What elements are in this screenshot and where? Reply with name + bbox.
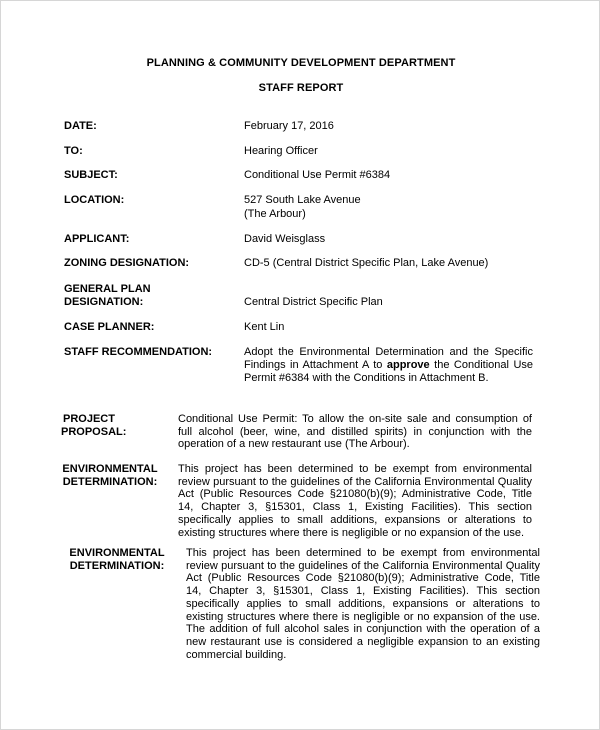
environmental-determination-text: This project has been determined to be exempt from environmental review pursuant to the guidelines of the California Environmental Quality Act (Public Resources Code §21080(b)(9); Administrative Code, Title 14, Chapter 3, §15301, Class 1, Existing Facilities). This section specifically applies to small additions, expansions or alterations to existing structures where there is negligible or no expansion of the use. <box>178 463 532 539</box>
project-proposal-text: Conditional Use Permit: To allow the on-site sale and consumption of full alcohol (beer, wine, and distilled spirits) in conjunction with the operation of a new restaurant use (The Arbour). <box>178 413 532 451</box>
recommendation-text: Adopt the Environmental Determination and the Specific Findings in Attachment A to approve the Conditional Use Permit #6384 with the Conditions in Attachment B. <box>244 346 534 384</box>
location-label: LOCATION: <box>64 194 125 206</box>
location-value-line-1: 527 South Lake Avenue <box>244 194 361 206</box>
environmental-determination-label-revised: ENVIRONMENTAL DETERMINATION: <box>69 547 165 572</box>
general-plan-label-line-1: GENERAL PLAN <box>64 283 151 295</box>
department-heading: PLANNING & COMMUNITY DEVELOPMENT DEPARTMENT <box>146 57 456 69</box>
zoning-value: CD-5 (Central District Specific Plan, Lake Avenue) <box>244 257 489 269</box>
environmental-determination-text-revised: This project has been determined to be exempt from environmental review pursuant to the guidelines of the California Environmental Quality Act (Public Resources Code §21080(b)(9); Administrative Code, Title 14, Chapter 3, §15301, Class 1, Existing Facilities). This section specifically applies to small additions, expansions or alterations to existing structures where there is negligible or no expansion of the use. The addition of full alcohol sales in conjunction with the operation of a new restaurant use is considered a negligible expansion to an existing commercial building. <box>186 547 540 661</box>
subject-value: Conditional Use Permit #6384 <box>244 169 391 181</box>
report-title: STAFF REPORT <box>258 82 344 94</box>
applicant-label: APPLICANT: <box>64 233 130 245</box>
case-planner-value: Kent Lin <box>244 321 285 333</box>
location-value-line-2: (The Arbour) <box>244 208 306 220</box>
to-label: TO: <box>64 145 83 157</box>
general-plan-label-line-2: DESIGNATION: <box>64 296 144 308</box>
to-value: Hearing Officer <box>244 145 318 157</box>
environmental-determination-label: ENVIRONMENTAL DETERMINATION: <box>62 463 158 488</box>
subject-label: SUBJECT: <box>64 169 118 181</box>
zoning-label: ZONING DESIGNATION: <box>64 257 190 269</box>
applicant-value: David Weisglass <box>244 233 326 245</box>
date-value: February 17, 2016 <box>244 120 334 132</box>
case-planner-label: CASE PLANNER: <box>64 321 155 333</box>
general-plan-value: Central District Specific Plan <box>244 296 383 308</box>
project-proposal-label: PROJECT PROPOSAL: <box>61 413 127 438</box>
approve-emphasis: approve <box>386 358 430 371</box>
date-label: DATE: <box>64 120 97 132</box>
recommendation-label: STAFF RECOMMENDATION: <box>64 346 213 358</box>
